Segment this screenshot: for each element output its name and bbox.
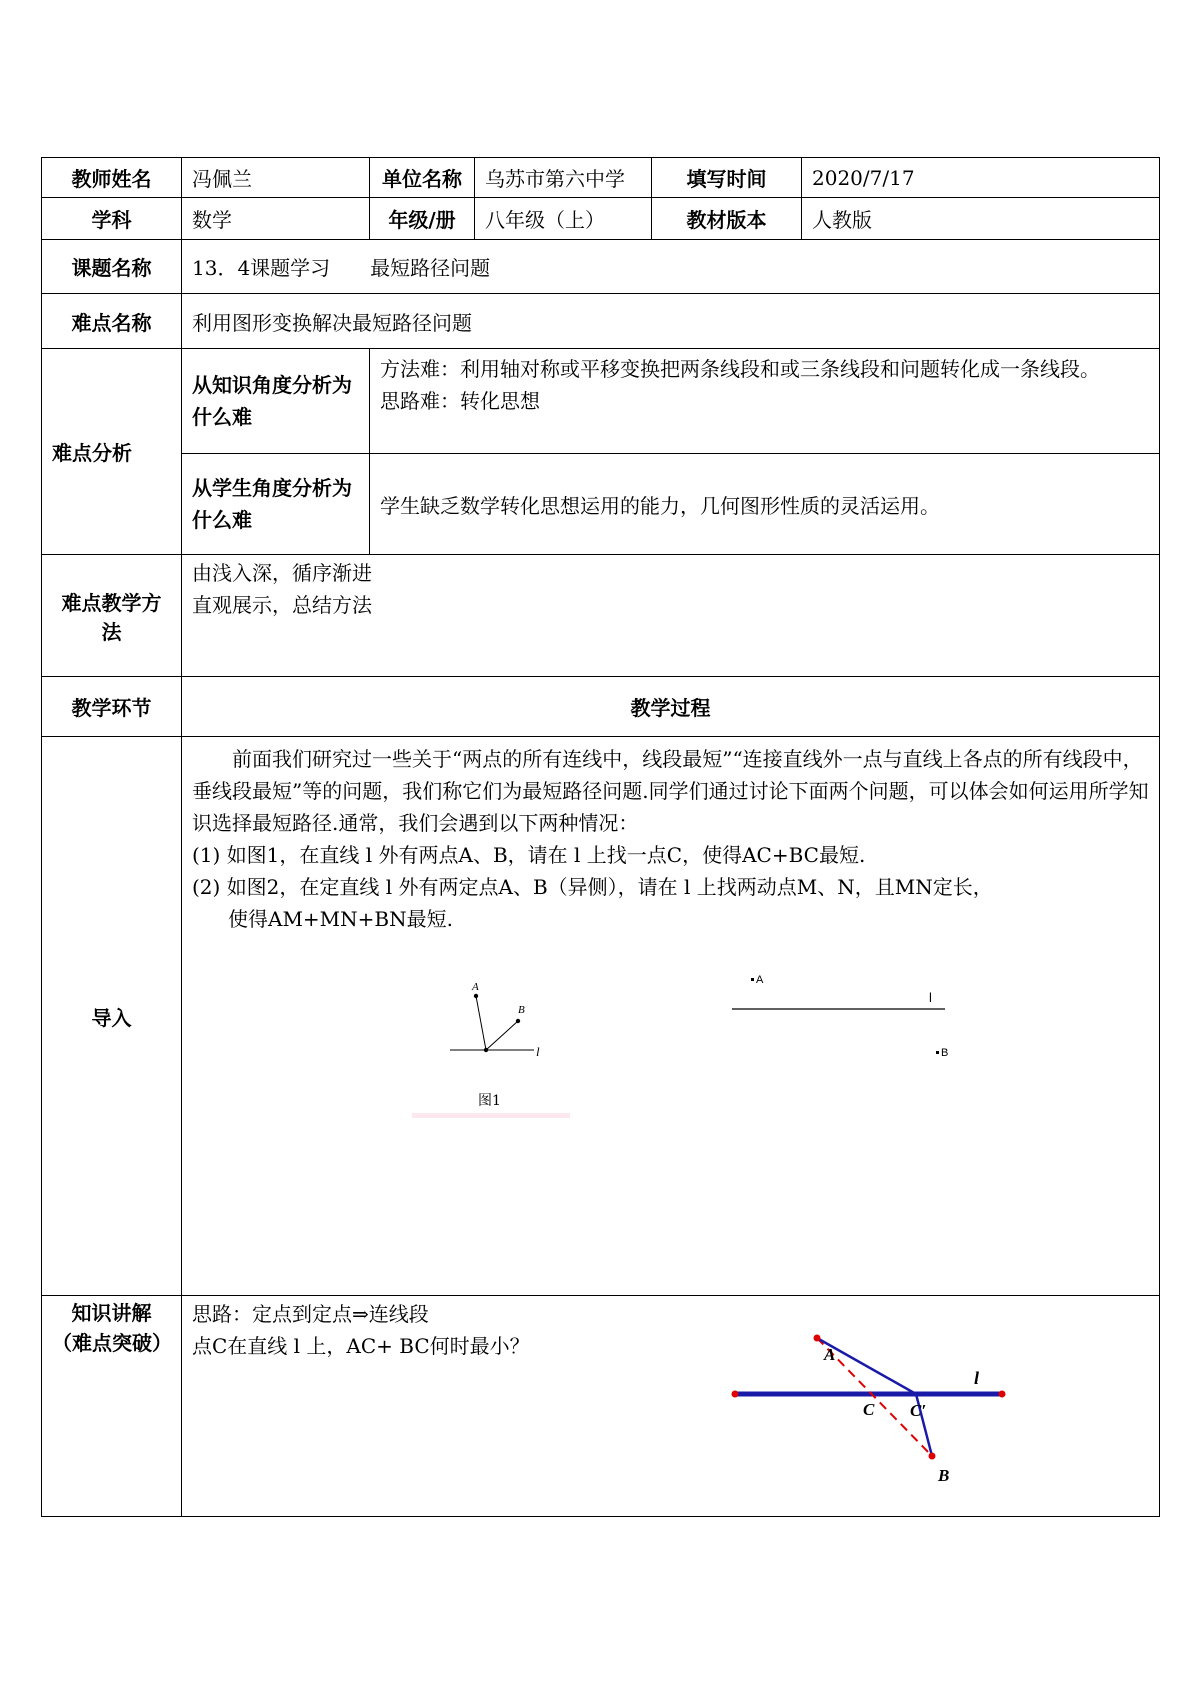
methods-label: 难点教学方法 [42, 555, 182, 677]
topic-value: 13．4课题学习 最短路径问题 [182, 240, 1160, 294]
intro-item-1: (1) 如图1，在直线 l 外有两点A、B，请在 l 上找一点C，使得AC+BC最短. [192, 843, 866, 867]
subject-label: 学科 [42, 198, 182, 240]
intro-figures [192, 935, 1149, 1295]
figure-1-segment-ac [476, 996, 486, 1050]
figure-1-label-a: A [472, 981, 479, 993]
figure-2-label-l: l [929, 990, 932, 1005]
student-angle-label: 从学生角度分析为什么难 [182, 454, 370, 555]
figure-1-diagram [412, 970, 570, 1090]
knowledge-label-a: A [824, 1345, 836, 1364]
knowledge-angle-content [370, 349, 1160, 454]
figure-2-diagram [727, 965, 957, 1075]
figure-2 [727, 965, 957, 1075]
knowledge-line-end-left [732, 1391, 739, 1398]
teacher-value: 冯佩兰 [182, 158, 370, 198]
figure-1-label-l: l [536, 1044, 540, 1059]
subject-value: 数学 [182, 198, 370, 240]
grade-value: 八年级（上） [475, 198, 652, 240]
figure-2-point-b [936, 1051, 939, 1054]
intro-item-2-continued: 使得AM+MN+BN最短. [228, 907, 453, 931]
difficulty-label: 难点名称 [42, 294, 182, 349]
figure-1-point-b [516, 1019, 520, 1023]
figure-2-label-b: B [941, 1047, 949, 1059]
knowledge-line-2: 点C在直线 l 上，AC+ BC何时最小？ [192, 1334, 530, 1358]
knowledge-angle-label: 从知识角度分析为什么难 [182, 349, 370, 454]
knowledge-label-c: C [863, 1400, 875, 1419]
date-label: 填写时间 [652, 158, 802, 198]
edition-label: 教材版本 [652, 198, 802, 240]
knowledge-content [182, 1296, 1160, 1517]
figure-2-point-a [751, 978, 754, 981]
process-header-row [42, 677, 1160, 737]
process-label: 教学过程 [182, 677, 1160, 737]
knowledge-label-line-1: 知识讲解 [71, 1301, 152, 1325]
knowledge-label-line-2: （难点突破） [52, 1331, 172, 1355]
knowledge-body [192, 1298, 1149, 1516]
knowledge-label [42, 1296, 182, 1517]
figure-2-label-a: A [756, 974, 764, 986]
methods-line-2: 直观展示，总结方法 [192, 593, 372, 617]
header-row-2 [42, 198, 1160, 240]
knowledge-point-a [814, 1335, 821, 1342]
knowledge-figure [722, 1328, 1022, 1508]
intro-paragraph: 前面我们研究过一些关于“两点的所有连线中，线段最短”“连接直线外一点与直线上各点的所有线段中，垂线段最短”等的问题，我们称它们为最短路径问题.同学们通过讨论下面两个问题，可以体会如何运用所学知识选择最短路径.通常，我们会遇到以下两种情况： [192, 747, 1149, 835]
edition-value: 人教版 [802, 198, 1160, 240]
difficulty-value: 利用图形变换解决最短路径问题 [182, 294, 1160, 349]
figure-1-caption: 图1 [478, 1093, 501, 1109]
knowledge-line-1: 思路：定点到定点⇒连线段 [192, 1302, 429, 1326]
process-step-label: 教学环节 [42, 677, 182, 737]
lesson-plan-page [41, 157, 1159, 1517]
student-angle-content: 学生缺乏数学转化思想运用的能力，几何图形性质的灵活运用。 [370, 454, 1160, 555]
intro-row [42, 737, 1160, 1296]
knowledge-line-end-right [999, 1391, 1006, 1398]
methods-content [182, 555, 1160, 677]
difficulty-row [42, 294, 1160, 349]
figure-1-point-a [474, 994, 478, 998]
methods-line-1: 由浅入深，循序渐进 [192, 561, 372, 585]
figure-1-shadow [412, 1113, 570, 1118]
knowledge-figure-diagram [722, 1328, 1022, 1508]
unit-value: 乌苏市第六中学 [475, 158, 652, 198]
intro-item-2: (2) 如图2，在定直线 l 外有两定点A、B（异侧），请在 l 上找两动点M、N，且MN定长， [192, 875, 993, 899]
figure-1-label-b: B [518, 1004, 525, 1016]
knowledge-label-c-prime: C′ [910, 1401, 927, 1420]
knowledge-angle-line-1: 方法难：利用轴对称或平移变换把两条线段和或三条线段和问题转化成一条线段。 [380, 357, 1100, 381]
intro-content [182, 737, 1160, 1296]
topic-row [42, 240, 1160, 294]
analysis-row-2 [42, 454, 1160, 555]
analysis-row-1 [42, 349, 1160, 454]
figure-1-segment-bc [486, 1021, 518, 1050]
knowledge-label-l: l [974, 1368, 980, 1388]
knowledge-label-b: B [938, 1466, 950, 1485]
knowledge-row [42, 1296, 1160, 1517]
topic-label: 课题名称 [42, 240, 182, 294]
unit-label: 单位名称 [370, 158, 475, 198]
figure-1-point-c [484, 1048, 488, 1052]
analysis-label: 难点分析 [42, 349, 182, 555]
knowledge-point-b [929, 1453, 936, 1460]
grade-label: 年级/册 [370, 198, 475, 240]
methods-row [42, 555, 1160, 677]
knowledge-angle-line-2: 思路难：转化思想 [380, 389, 540, 413]
figure-1 [412, 970, 570, 1118]
teacher-label: 教师姓名 [42, 158, 182, 198]
date-value: 2020/7/17 [802, 158, 1160, 198]
header-row-1 [42, 158, 1160, 198]
lesson-plan-table [41, 157, 1160, 1517]
intro-label: 导入 [42, 737, 182, 1296]
